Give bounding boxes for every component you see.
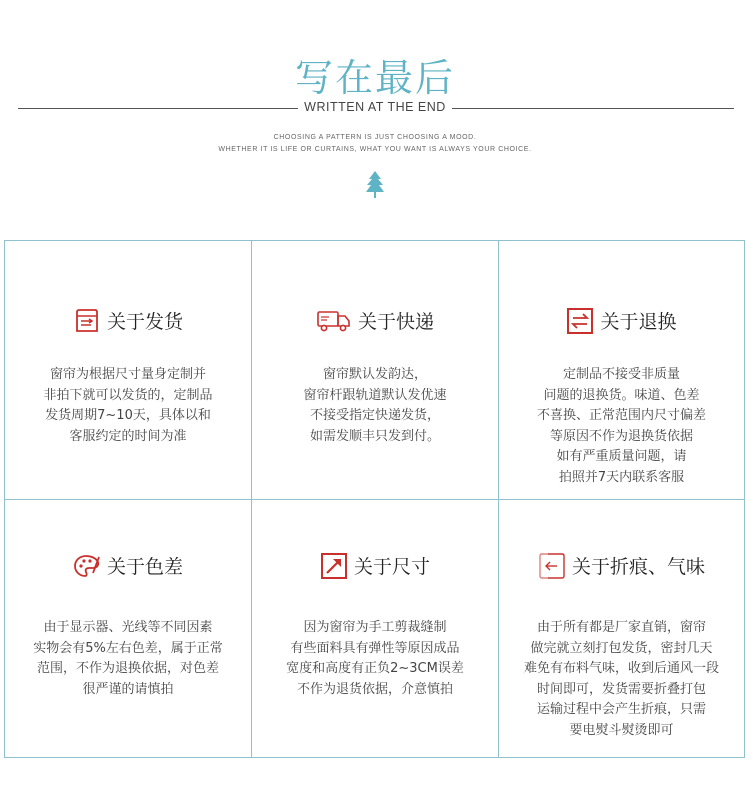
card-text-line: 运输过程中会产生折痕，只需 bbox=[536, 702, 706, 717]
page-title-english: WRITTEN AT THE END bbox=[304, 100, 446, 114]
exchange-icon bbox=[566, 308, 594, 334]
card-text-line: 因为窗帘为手工剪裁缝制 bbox=[303, 620, 447, 635]
card-text-line: 窗帘杆跟轨道默认发优速 bbox=[303, 387, 447, 403]
card-returns-header bbox=[499, 307, 744, 334]
card-text-line: 窗帘为根据尺寸量身定制并 bbox=[49, 367, 206, 382]
subtitle-line-2: WHETHER IT IS LIFE OR CURTAINS, WHAT YOU WANT IS ALWAYS YOUR CHOICE. bbox=[218, 146, 532, 153]
title-divider-left bbox=[18, 108, 298, 109]
card-shipping-header bbox=[5, 307, 251, 334]
card-text-line: 客服约定的时间为准 bbox=[69, 428, 187, 444]
card-text-line: 范围，不作为退换依据，对色差 bbox=[36, 661, 219, 676]
pine-tree-icon bbox=[364, 170, 386, 200]
page-title-chinese: 写在最后 bbox=[294, 56, 455, 100]
card-text-line: 窗帘默认发韵达， bbox=[322, 367, 427, 382]
card-text-line: 非拍下就可以发货的，定制品 bbox=[43, 387, 213, 403]
info-card-grid bbox=[4, 240, 745, 758]
card-color-header bbox=[5, 552, 251, 579]
card-shipping-body bbox=[5, 365, 251, 447]
subtitle-line-1: CHOOSING A PATTERN IS JUST CHOOSING A MOOD. bbox=[273, 134, 477, 141]
title-divider-right bbox=[452, 108, 734, 109]
card-size-body bbox=[252, 618, 498, 700]
card-crease-odor-body bbox=[499, 618, 744, 741]
card-express-title: 关于快递 bbox=[357, 311, 434, 333]
card-text-line: 定制品不接受非质量 bbox=[562, 367, 680, 382]
card-text-line: 由于显示器、光线等不同因素 bbox=[43, 620, 213, 635]
card-returns-title: 关于退换 bbox=[600, 311, 677, 333]
card-text-line: 拍照并7天内联系客服 bbox=[558, 469, 685, 485]
card-color-title: 关于色差 bbox=[106, 556, 183, 578]
card-text-line: 很严谨的请慎拍 bbox=[82, 681, 174, 697]
card-text-line: 做完就立刻打包发货，密封几天 bbox=[530, 640, 713, 656]
header-section bbox=[0, 0, 750, 240]
card-text-line: 等原因不作为退换货依据 bbox=[549, 428, 693, 444]
card-text-line: 问题的退换货。味道、色差 bbox=[543, 387, 700, 403]
color-palette-icon bbox=[73, 553, 101, 579]
card-crease-odor-title: 关于折痕、气味 bbox=[571, 556, 705, 578]
card-returns-body bbox=[499, 365, 744, 488]
card-crease-odor bbox=[499, 500, 744, 757]
card-text-line: 如有严重质量问题，请 bbox=[556, 449, 687, 464]
card-text-line: 要电熨斗熨烫即可 bbox=[569, 722, 674, 738]
card-text-line: 发货周期7~10天，具体以和 bbox=[45, 408, 211, 423]
delivery-truck-icon bbox=[316, 308, 352, 334]
card-text-line: 不接受指定快递发货， bbox=[309, 408, 440, 423]
card-size-title: 关于尺寸 bbox=[353, 556, 430, 578]
card-express bbox=[252, 241, 498, 499]
card-text-line: 难免有布料气味，收到后通风一段 bbox=[523, 661, 719, 676]
card-crease-odor-header bbox=[499, 552, 744, 579]
card-text-line: 时间即可，发货需要折叠打包 bbox=[536, 681, 706, 697]
card-shipping bbox=[5, 241, 251, 499]
card-text-line: 有些面料具有弹性等原因成品 bbox=[290, 640, 460, 656]
resize-arrow-icon bbox=[320, 553, 348, 579]
card-express-header bbox=[252, 307, 498, 334]
card-text-line: 实物会有5%左右色差，属于正常 bbox=[33, 640, 223, 656]
card-color bbox=[5, 500, 251, 757]
card-text-line: 宽度和高度有正负2~3CM误差 bbox=[286, 661, 464, 676]
card-size bbox=[252, 500, 498, 757]
card-express-body bbox=[252, 365, 498, 447]
fold-return-icon bbox=[538, 553, 566, 579]
card-shipping-title: 关于发货 bbox=[106, 311, 183, 333]
card-text-line: 如需发顺丰只发到付。 bbox=[309, 428, 440, 444]
card-returns bbox=[499, 241, 744, 499]
card-text-line: 不作为退货依据，介意慎拍 bbox=[296, 681, 453, 697]
card-text-line: 不喜换、正常范围内尺寸偏差 bbox=[536, 408, 706, 423]
card-text-line: 由于所有都是厂家直销，窗帘 bbox=[536, 620, 706, 635]
card-size-header bbox=[252, 552, 498, 579]
shipping-box-icon bbox=[73, 308, 101, 334]
card-color-body bbox=[5, 618, 251, 700]
